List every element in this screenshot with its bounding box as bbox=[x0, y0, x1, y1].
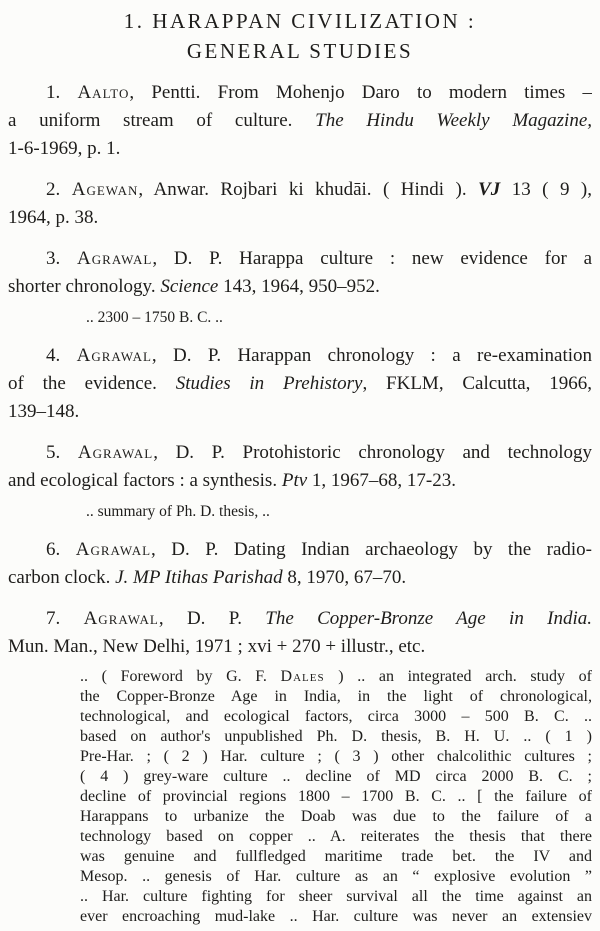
text-segment: , D. P. Harappan chronology : a re-examination bbox=[151, 345, 592, 366]
author-name: Agrawal bbox=[76, 345, 152, 366]
bib-entry-5 bbox=[8, 439, 592, 495]
bib-entry-1 bbox=[8, 79, 592, 163]
text-segment: , D. P. Protohistoric chronology and technology bbox=[153, 442, 592, 463]
text-line bbox=[8, 245, 592, 273]
text-segment: .. 2300 – 1750 B. C. .. bbox=[86, 309, 223, 326]
text-segment: was genuine and fullfledged maritime trade bet. the IV and bbox=[80, 848, 592, 865]
text-segment: the Copper-Bronze Age in India, in the light of chronological, bbox=[80, 688, 592, 705]
text-line bbox=[80, 887, 592, 907]
text-segment: of the evidence. bbox=[8, 373, 176, 394]
text-line bbox=[8, 107, 592, 135]
text-line bbox=[80, 827, 592, 847]
author-name: Agrawal bbox=[75, 539, 152, 560]
work-title-italic: VJ bbox=[478, 179, 501, 200]
text-segment: , D. P. Harappa culture : new evidence for a bbox=[152, 248, 592, 269]
text-line bbox=[8, 564, 592, 592]
text-segment: 1. bbox=[46, 82, 78, 103]
text-line bbox=[8, 501, 592, 523]
text-segment: 4. bbox=[46, 345, 77, 366]
entry-7-abstract bbox=[80, 667, 592, 927]
text-line bbox=[80, 767, 592, 787]
section-title bbox=[8, 6, 592, 66]
text-line bbox=[80, 707, 592, 727]
text-line bbox=[8, 273, 592, 301]
text-segment: and ecological factors : a synthesis. bbox=[8, 470, 282, 491]
bib-entry-7 bbox=[8, 605, 592, 661]
text-segment: 13 ( 9 ), bbox=[500, 179, 592, 200]
text-line bbox=[8, 536, 592, 564]
text-line bbox=[8, 467, 592, 495]
work-title-italic: Science bbox=[160, 276, 219, 297]
author-name: Agrawal bbox=[77, 442, 154, 463]
text-segment: 5. bbox=[46, 442, 78, 463]
bib-entry-4 bbox=[8, 342, 592, 426]
text-segment: Mun. Man., New Delhi, 1971 ; xvi + 270 + illustr., etc. bbox=[8, 636, 426, 657]
text-segment: ( 4 ) grey-ware culture .. decline of MD circa 2000 B. C. ; bbox=[80, 768, 592, 785]
work-title-italic: The Copper-Bronze Age in India. bbox=[265, 608, 592, 629]
text-line bbox=[80, 867, 592, 887]
text-segment: 7. bbox=[46, 608, 84, 629]
text-segment: technology based on copper .. A. reiterates the thesis that there bbox=[80, 828, 592, 845]
text-segment: a uniform stream of culture. bbox=[8, 110, 316, 131]
author-name: Agewan bbox=[71, 179, 139, 200]
text-segment: Mesop. .. genesis of Har. culture as an “ explosive evolution ” bbox=[80, 868, 592, 885]
text-segment: 143, 1964, 950–952. bbox=[218, 276, 380, 297]
text-segment: , Pentti. From Mohenjo Daro to modern times – bbox=[129, 82, 592, 103]
text-line bbox=[8, 633, 592, 661]
text-line bbox=[8, 135, 592, 163]
text-segment: , FKLM, Calcutta, 1966, bbox=[362, 373, 592, 394]
text-line bbox=[8, 307, 592, 329]
author-name: Aalto bbox=[77, 82, 130, 103]
text-line bbox=[8, 370, 592, 398]
entry-3-note bbox=[8, 307, 592, 329]
text-line bbox=[8, 605, 592, 633]
text-segment: 1964, p. 38. bbox=[8, 207, 99, 228]
text-segment: ) .. an integrated arch. study of bbox=[324, 668, 592, 685]
text-segment: shorter chronology. bbox=[8, 276, 161, 297]
text-line bbox=[80, 907, 592, 927]
text-line bbox=[80, 727, 592, 747]
text-segment: 3. bbox=[46, 248, 78, 269]
text-line bbox=[80, 687, 592, 707]
bib-entry-6 bbox=[8, 536, 592, 592]
text-line bbox=[80, 847, 592, 867]
text-line bbox=[8, 176, 592, 204]
work-title-italic: Studies in Prehistory bbox=[175, 373, 363, 394]
text-line bbox=[80, 787, 592, 807]
bib-entry-3 bbox=[8, 245, 592, 301]
author-name: Agrawal bbox=[77, 248, 153, 269]
text-segment: technological, and ecological factors, circa 3000 – 500 B. C. .. bbox=[80, 708, 592, 725]
work-title-italic: The Hindu Weekly Magazine, bbox=[315, 110, 592, 131]
text-line bbox=[80, 807, 592, 827]
text-line bbox=[8, 79, 592, 107]
text-segment: 1-6-1969, p. 1. bbox=[8, 138, 121, 159]
section-title-line-1: 1. HARAPPAN CIVILIZATION : bbox=[123, 9, 477, 33]
text-segment: 139–148. bbox=[8, 401, 80, 422]
text-segment: Pre-Har. ; ( 2 ) Har. culture ; ( 3 ) other chalcolithic cultures ; bbox=[80, 748, 592, 765]
text-line bbox=[80, 667, 592, 687]
text-line bbox=[8, 439, 592, 467]
author-name: Agrawal bbox=[83, 608, 159, 629]
text-segment: , Anwar. Rojbari ki khudāi. ( Hindi ). bbox=[138, 179, 479, 200]
text-segment: 8, 1970, 67–70. bbox=[282, 567, 407, 588]
text-segment: .. Har. culture fighting for sheer survival all the time against an bbox=[80, 888, 592, 905]
text-segment: 6. bbox=[46, 539, 76, 560]
text-line bbox=[8, 398, 592, 426]
text-line bbox=[8, 204, 592, 232]
text-segment: .. summary of Ph. D. thesis, .. bbox=[86, 503, 270, 520]
text-segment: ever encroaching mud-lake .. Har. culture was never an extensiev bbox=[80, 908, 592, 925]
text-segment: .. ( Foreword by G. F. bbox=[80, 668, 281, 685]
bibliography bbox=[8, 79, 592, 927]
work-title-italic: Ptv bbox=[281, 470, 308, 491]
text-segment: decline of provincial regions 1800 – 1700 B. C. .. [ the failure of bbox=[80, 788, 592, 805]
text-segment: Harappans to urbanize the Doab was due to the failure of a bbox=[80, 808, 592, 825]
section-title-line-2: GENERAL STUDIES bbox=[186, 39, 414, 63]
text-segment: based on author's unpublished Ph. D. thesis, B. H. U. .. ( 1 ) bbox=[80, 728, 592, 745]
text-segment: 2. bbox=[46, 179, 72, 200]
text-segment: , D. P. bbox=[158, 608, 266, 629]
author-name: Dales bbox=[280, 668, 325, 685]
text-segment: 1, 1967–68, 17-23. bbox=[307, 470, 456, 491]
text-segment: , D. P. Dating Indian archaeology by the radio- bbox=[151, 539, 592, 560]
text-line bbox=[80, 747, 592, 767]
work-title-italic: J. MP Itihas Parishad bbox=[115, 567, 283, 588]
text-line bbox=[8, 342, 592, 370]
bib-entry-2 bbox=[8, 176, 592, 232]
text-segment: carbon clock. bbox=[8, 567, 116, 588]
entry-5-note bbox=[8, 501, 592, 523]
